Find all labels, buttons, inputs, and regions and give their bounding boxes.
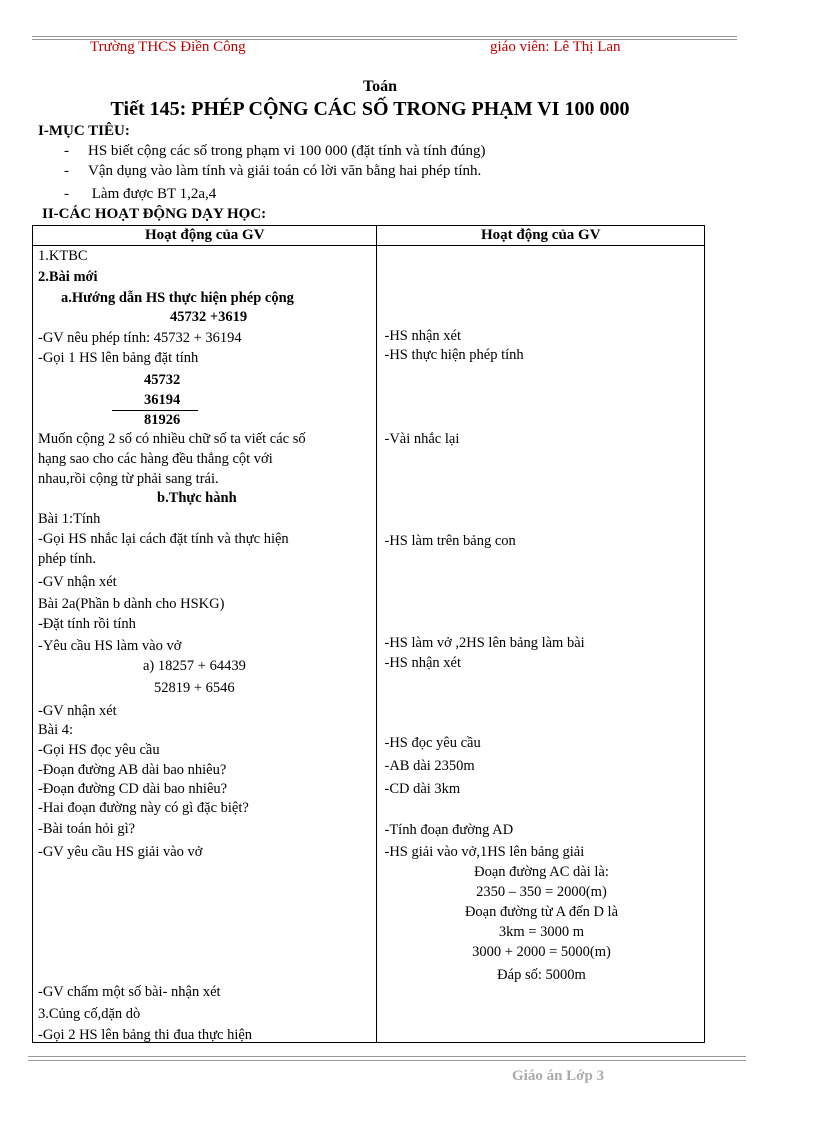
yeu-cau: -Yêu cầu HS làm vào vở — [38, 638, 182, 654]
hs-nhan-xet-1: -HS nhận xét — [384, 328, 461, 344]
footer-label: Giáo án Lớp 3 — [512, 1068, 605, 1084]
bai-1: Bài 1:Tính — [38, 511, 101, 527]
sum-result: 81926 — [144, 412, 181, 428]
solution-line-4: 3km = 3000 m — [498, 924, 585, 940]
section-activities: II-CÁC HOẠT ĐỘNG DẠY HỌC: — [42, 206, 267, 222]
hs-doc-yeu-cau: -HS đọc yêu cầu — [384, 735, 481, 751]
gv-neu: -GV nêu phép tính: 45732 + 36194 — [38, 330, 242, 346]
objective-1: - HS biết cộng các số trong phạm vi 100 000 (đặt tính và tính đúng) — [64, 143, 486, 159]
doc-yeu-cau: -Gọi HS đọc yêu cầu — [38, 742, 160, 758]
dac-biet-question: -Hai đoạn đường này có gì đặc biệt? — [38, 800, 249, 816]
solution-line-3: Đoạn đường từ A đến D là — [464, 904, 619, 920]
header-gv: Hoạt động của GV — [33, 226, 377, 246]
solution-line-2: 2350 – 350 = 2000(m) — [476, 884, 607, 900]
goi-hs-2: phép tính. — [38, 551, 96, 567]
subject: Toán — [362, 78, 398, 95]
rule-line-1: Muốn cộng 2 số có nhiều chữ số ta viết các số — [38, 431, 306, 447]
hs-cd-answer: -CD dài 3km — [384, 781, 461, 797]
cd-question: -Đoạn đường CD dài bao nhiêu? — [38, 781, 228, 797]
hs-thuc-hien: -HS thực hiện phép tính — [384, 347, 524, 363]
header-hs: Hoạt động của GV — [377, 226, 705, 246]
expr-a: a) 18257 + 64439 — [143, 658, 246, 674]
hs-bang-con: -HS làm trên bảng con — [384, 533, 516, 549]
activities-table — [32, 225, 705, 1043]
bai-4: Bài 4: — [38, 722, 74, 738]
gv-nhan-xet-1: -GV nhận xét — [38, 574, 117, 590]
gv-nhan-xet-2: -GV nhận xét — [38, 703, 117, 719]
part-b-heading: b.Thực hành — [157, 490, 237, 506]
part-a-expression: 45732 +3619 — [170, 309, 248, 325]
rule-line-3: nhau,rồi cộng từ phải sang trái. — [38, 471, 219, 487]
lesson-title: Tiết 145: PHÉP CỘNG CÁC SỐ TRONG PHẠM VI 100 000 — [110, 98, 630, 120]
objective-1-text: HS biết cộng các số trong phạm vi 100 000 (đặt tính và tính đúng) — [88, 143, 486, 159]
hs-nhan-xet-2: -HS nhận xét — [384, 655, 461, 671]
hoi-gi-question: -Bài toán hỏi gì? — [38, 821, 136, 837]
cung-co: 3.Củng cố,dặn dò — [38, 1006, 141, 1022]
hs-ab-answer: -AB dài 2350m — [384, 758, 475, 774]
school-name: Trường THCS Điền Công — [90, 39, 246, 55]
hs-column — [377, 246, 705, 1043]
hs-tinh-ad: -Tính đoạn đường AD — [384, 822, 514, 838]
goi-1-hs: -Gọi 1 HS lên bảng đặt tính — [38, 350, 199, 366]
solution-line-1: Đoạn đường AC dài là: — [474, 864, 609, 880]
rule-line-2: hạng sao cho các hàng đều thẳng cột với — [38, 451, 273, 467]
objective-2-text: Vận dụng vào làm tính và giải toán có lời văn bằng hai phép tính. — [88, 163, 482, 179]
bai-moi: 2.Bài mới — [38, 269, 98, 285]
objective-3-text: Làm được BT 1,2a,4 — [88, 186, 217, 202]
hs-giai-vao-vo: -HS giải vào vở,1HS lên bảng giải — [384, 844, 585, 860]
objective-2: - Vận dụng vào làm tính và giải toán có lời văn bằng hai phép tính. — [64, 163, 482, 179]
ktbc: 1.KTBC — [38, 248, 88, 264]
sum-line — [112, 410, 198, 411]
cham-bai: -GV chấm một số bài- nhận xét — [38, 984, 221, 1000]
bai-2a: Bài 2a(Phần b dành cho HSKG) — [38, 596, 225, 612]
objective-3: - Làm được BT 1,2a,4 — [64, 186, 217, 202]
hs-nhac-lai: -Vài nhắc lại — [384, 431, 460, 447]
gv-column — [33, 246, 377, 1043]
header-rule-top — [32, 36, 737, 37]
giai-vao-vo: -GV yêu cầu HS giải vào vở — [38, 844, 203, 860]
thi-dua: -Gọi 2 HS lên bảng thi đua thực hiện — [38, 1027, 253, 1043]
addend-1: 45732 — [144, 372, 181, 388]
ab-question: -Đoạn đường AB dài bao nhiêu? — [38, 762, 227, 778]
solution-line-5: 3000 + 2000 = 5000(m) — [472, 944, 611, 960]
addend-2: 36194 — [144, 392, 181, 408]
solution-answer: Đáp số: 5000m — [497, 967, 586, 983]
footer-rule-bottom — [28, 1060, 746, 1061]
part-a-heading: a.Hướng dẫn HS thực hiện phép cộng — [61, 290, 294, 306]
goi-hs-1: -Gọi HS nhắc lại cách đặt tính và thực hiện — [38, 531, 289, 547]
dat-tinh: -Đặt tính rồi tính — [38, 616, 136, 632]
expr-b: 52819 + 6546 — [154, 680, 235, 696]
section-objectives: I-MỤC TIÊU: — [38, 123, 130, 139]
teacher-name: giáo viên: Lê Thị Lan — [490, 39, 621, 55]
hs-lam-vo: -HS làm vở ,2HS lên bảng làm bài — [384, 635, 585, 651]
footer-rule-top — [28, 1056, 746, 1057]
